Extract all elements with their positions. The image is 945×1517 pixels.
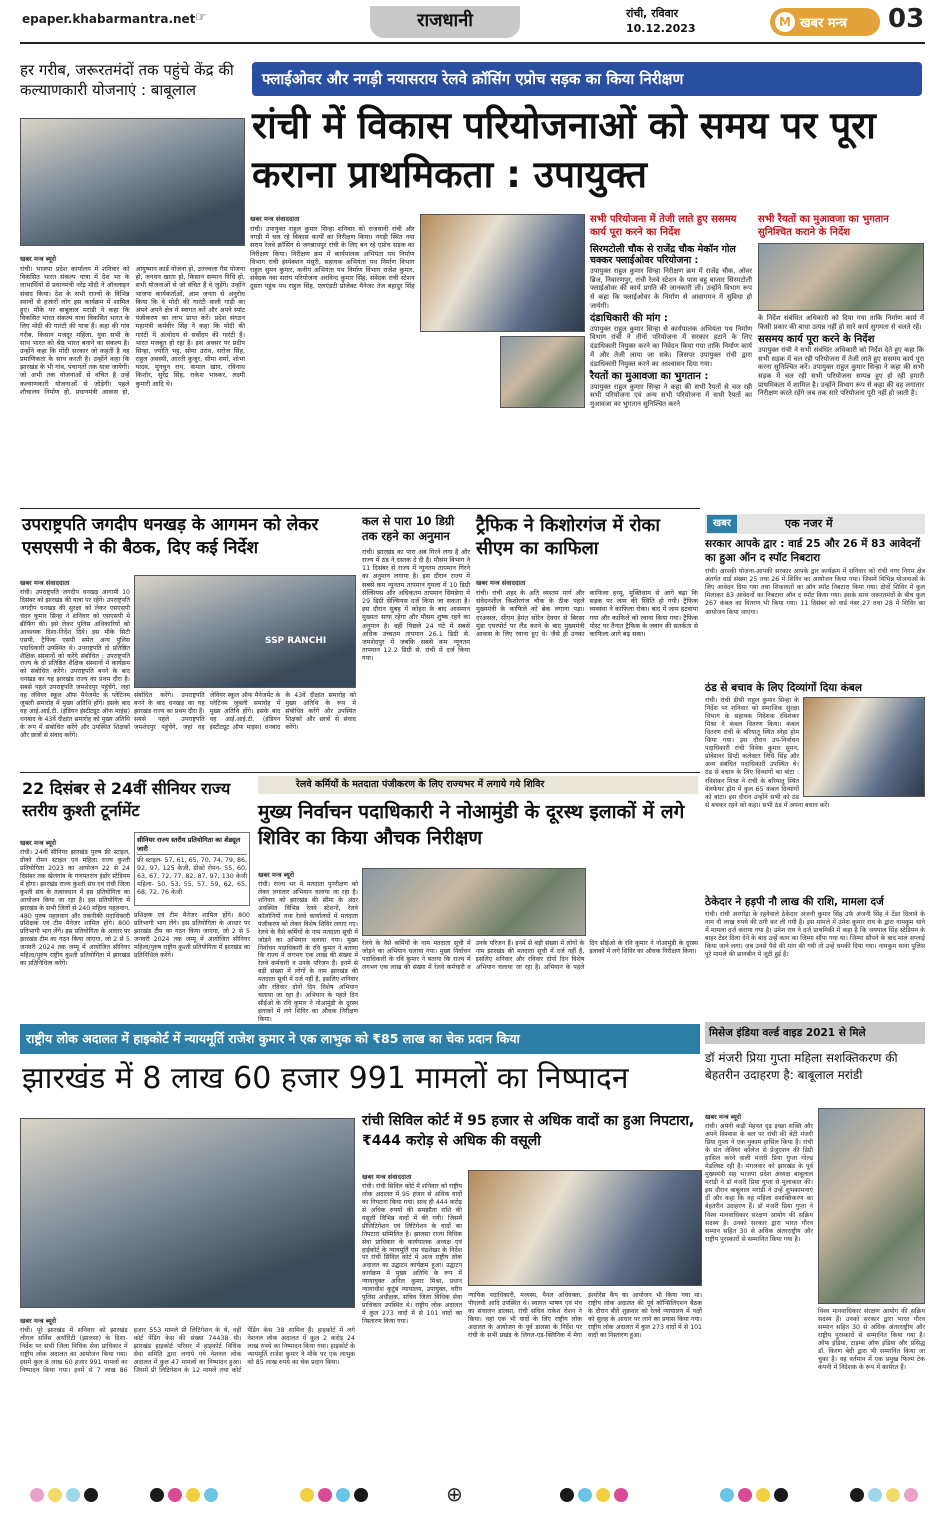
glance-item-1-headline: सरकार आपके द्वार : वार्ड 25 और 26 में 83 आवेदनों का हुआ ऑन द स्पॉट निबटारा (705, 538, 921, 564)
lok-adalat-kicker (20, 1024, 700, 1054)
lead-headline: रांची में विकास परियोजनाओं को समय पर पूरा कराना प्राथमिकता : उपायुक्त (252, 104, 876, 196)
issue-date: 10.12.2023 (626, 22, 696, 35)
story-headline: हर गरीब, जरूरतमंदों तक पहुंचे केंद्र की कल्याणकारी योजनाएं : बाबूलाल (20, 61, 234, 100)
vp-story (20, 578, 130, 768)
glance-item-3-headline: ठेकेदार ने हड़पी नौ लाख की राशि, मामला दर्ज (705, 896, 884, 908)
city-day: रांची, रविवार (626, 7, 679, 20)
civil-court-story (362, 1172, 462, 1468)
poll-story (258, 870, 358, 1023)
wrestling-headline: 22 दिसंबर से 24वीं सीनियर राज्य स्तरीय कुश्ती टूर्नामेंट (22, 779, 231, 820)
sidehead-1: सभी परियोजना में तेजी लाते हुए ससमय कार्य पूरा करने का निर्देश (590, 214, 737, 238)
marandi-kicker (705, 1022, 925, 1044)
schedule-box-title: सीनियर राज्य स्तरीय प्रतियोगिता का शेड्यूल जारी (137, 835, 247, 855)
registration-crosshair-icon: ⊕ (446, 1482, 463, 1506)
lead-photo-side (758, 243, 924, 311)
glance-item-2 (705, 682, 925, 892)
subhead-magistrate: दंडाधिकारी की मांग : (590, 313, 668, 325)
marandi-byline: खबर मन्त्र ब्यूरो (705, 1113, 742, 1121)
poll-kicker (258, 776, 698, 794)
cursor-icon: ☞ (195, 10, 207, 25)
glance-brand: खबर (707, 515, 737, 533)
lead-far-right-column (758, 214, 924, 504)
weather-body: रांची। झारखंड का पारा अब गिरने लगा है और राज्य में ठंड ने दस्तक दे दी है। मौसम विभाग ने 11 दिसंबर से राज्य में न्यूनतम तापमान गिरने का अनुमान लगाया है। इस दौरान राज्य में सबसे कम न्यूनतम तापमान गुमला में 10 डिग्री सेल्सियस और अधिकतम तापमान सिमडेगा में 29 डिग्री सेल्सियस दर्ज किया जा सकता है। इस दौरान सुबह में कोहरा के बाद आसमान मुख्यतः साफ रहेगा और मौसम शुष्क रहने का अनुमान है। वहीं पिछले 24 घंटे में सबसे अधिक उच्चतम तापमान 26.1 डिग्री से. जमशेदपुर में जबकि सबसे कम न्यूनतम तापमान 12.2 डिग्री से. रांची में दर्ज किया गया। (362, 547, 470, 663)
civil-court-headline: रांची सिविल कोर्ट में 95 हजार से अधिक वादों का हुआ निपटारा, ₹444 करोड़ से अधिक की वसूली (362, 1113, 695, 1149)
marandi-story (705, 1112, 813, 1468)
weather-headline: कल से पारा 10 डिग्री तक रहने का अनुमान (362, 514, 455, 543)
lok-adalat-headline: झारखंड में 8 लाख 60 हजार 991 मामलों का निष्पादन (22, 1061, 629, 1096)
vp-photo-caption: SSP RANCHI (265, 636, 327, 646)
marandi-headline: डॉ मंजरी प्रिया गुप्ता महिला सशक्तिकरण की बेहतरीन उदाहरण है: बाबूलाल मरांडी (705, 1051, 898, 1083)
brand-logo-icon: M (775, 12, 795, 32)
vp-body-continued: संबोधित करेंगे। उपराष्ट्रपति बनने के बाद धनखड़ का यह झारखंड राज्य का प्रथम दौरा है। सबसे पहले उपराष्ट्रपति जमशेदपुर पहुंचेंगे, जहां वह जेवियर स्कूल ऑफ मैनेजमेंट के प्लेटिनम जुबली समारोह में मुख्य अतिथि होंगे। इसके बाद वह आई.आई.टी. (इंडियन इंस्टीट्यूट ऑफ माइंस) धनबाद के 43वें दीक्षांत समारोह को मुख्य अतिथि के रूप में संबोधित करेंगे और उपस्थित शिक्षकों और छात्रों से संवाद करेंगे। (134, 692, 356, 731)
glance-item-3 (705, 896, 925, 1014)
weather-story (362, 514, 470, 768)
glance-item-2-photo (803, 697, 925, 797)
subhead-flyover: सिरमटोली चौक से राजेंद्र चौक मेकॉन गोल चक्कर फ्लाईओवर परियोजना : (590, 244, 736, 266)
brand-badge (770, 8, 880, 36)
wrestling-story (20, 838, 130, 1018)
subhead-magistrate-body: उपायुक्त राहुल कुमार सिन्हा से कार्यपालक अभियंता पथ निर्माण विभाग रांची ने तीनों परियोजना में सरकार हटाने के लिए दंडाधिकारी नियुक्त करने का निवेदन किया गया ताकि निर्माण कार्य में और तेजी लाया जा सके। जिसपर उपायुक्त रांची द्वारा दंडाधिकारी नियुक्त करने का आश्वासन दिया गया। (590, 324, 752, 368)
masthead (0, 0, 945, 44)
lok-adalat-byline: खबर मन्त्र ब्यूरो (20, 1317, 57, 1325)
lok-adalat-photo (20, 1118, 355, 1308)
poll-byline: खबर मन्त्र ब्यूरो (258, 871, 295, 879)
glance-tab (705, 514, 925, 534)
vp-photo-meeting (134, 575, 356, 688)
marandi-body-continued: विश्व मानवाधिकार संरक्षण आयोग की सक्रिय सदस्य हैं। उनको सरकार द्वारा भारत गौरव सम्मान सहित 30 से अधिक अंतरराष्ट्रीय और राष्ट्रीय पुरस्कारों से सम्मानित किया गया है। ऑफ इंडिया, टाइम्स ऑफ इंडिया और प्रसिद्ध डॉ. किरण बेदी द्वारा भी सम्मानित किया जा चुका है। वह वर्तमान में एक प्रमुख फिल्म टेक कंपनी में निदेशक के रूप में कार्यरत हैं। (818, 1308, 925, 1372)
page-number: 03 (888, 4, 925, 34)
section-title: राजधानी (417, 10, 473, 31)
marandi-kicker-text: मिसेज इंडिया वर्ल्ड वाइड 2021 से मिले (709, 1027, 866, 1039)
lead-byline: खबर मन्त्र संवाददाता (250, 215, 300, 223)
footer-registration-marks (0, 1478, 945, 1514)
wrestling-schedule-box (134, 832, 250, 906)
marandi-photo (818, 1108, 925, 1304)
section-tab (370, 6, 520, 38)
sidehead-2: सभी रैयतों का मुआवजा का भुगतान सुनिश्चित कराने के निर्देश (758, 214, 889, 238)
civil-court-body-continued: न्यायिक पदाधिकारी, मध्यस्थ, पैनल अधिवक्ता, पीएलवी आदि उपस्थित थे। स्वागत भाषण एवं मंच का संचालन डालसा, रांची सचिव राकेश रोशन ने किया। वहां एक भी वादों के लिए राष्ट्रीय लोक अदालत के आयोजन के पूर्व डालसा के निर्देश पर रांची के सभी प्रखंड के लिगल-एड-क्लिनिक में मेगा इंश्योरेंस कैंप का आयोजन भी किया गया था। राष्ट्रीय लोक अदालत की पूर्व कॉन्सिलिएशन बैठक के दौरान बीते शुक्रवार को रेलवे न्यायालय में पक्षों को सुलह के आधार पर लाने का प्रयास किया गया। राष्ट्रीय लोक अदालत में कुल 273 वादों में से 101 वादों का निस्तारण हुआ। (468, 1292, 702, 1339)
civil-court-byline: खबर मन्त्र संवाददाता (362, 1173, 412, 1181)
wrestling-body-continued: प्रशिक्षक एवं टीम मैनेजर शामिल होंगे। 800 प्रतिभागी भाग लेंगे। इस प्रतियोगिता के आधार पर झारखंड टीम का गठन किया जाएगा, जो 2 से 5 जनवरी 2024 तक जम्मू में आयोजित सीनियर महिला/पुरुष राष्ट्रीय कुश्ती प्रतियोगिता में झारखंड का प्रतिनिधित्व करेंगे। (134, 912, 250, 959)
traffic-body: रांची। रांची शहर के अति व्यस्तम मार्ग और संवेदनशील किशोरगंज चौक के ठीक पहले मुख्यमंत्री के काफिले को ब्रेक लगाना पड़ा। दरअसल, सीएम हेमंत सोरेन देवघर से बिरसा मुंडा एयरपोर्ट पर लैंड करने के बाद मुख्यमंत्री आवास के लिए रवाना हुए थे। जैसे ही उनका काफिला हरमू, मुक्तिधाम से आगे बढ़ा कि सड़क पर जाम की स्थिति हो गयी। ट्रैफिक व्यवस्था ने काफिला रोका। बाद में जाम हटवाया गया और काफिले को रवाना किया गया। ट्रैफिक पोस्ट पर तैनात ट्रैफिक के जवान की सतर्कता से काफिला आगे बढ़ सका। (476, 589, 698, 638)
civil-court-photo (468, 1170, 702, 1286)
lok-adalat-body: रांची। पूरे झारखंड में शनिवार को झारखंड लीगल सर्विस अथॉरिटी (झालसा) के दिशा-निर्देश पर सभी जिला विधिक सेवा प्राधिकार में राष्ट्रीय लोक अदालत का आयोजन किया गया। इसमें कुल 8 लाख 60 हजार 991 मामलों का निष्पादन किया गया। इनमें से 7 लाख 86 हजार 553 मामले प्री लिटिगेशन के थे, वहीं कोर्ट पेंडिंग केस की संख्या 74438 थी। झारखंड हाइकोर्ट परिसर में हाइकोर्ट विधिक सेवा समिति द्वारा लगाये गये नेशनल लोक अदालत में कुल 47 मामलों का निष्पादन हुआ। जिसमें प्री लिटिगेशन के 12 मामले तथा कोर्ट पेंडिंग केस 38 शामिल हैं। हाइकोर्ट में लगे नेशनल लोक अदालत में कुल 2 करोड़ 24 लाख रुपये का निष्पादन किया गया। हाइकोर्ट के न्यायमूर्ति राजेश कुमार ने मौके पर एक लाभुक को 85 लाख रुपये का चेक प्रदान किया। (20, 1327, 355, 1375)
lok-adalat-story (20, 1316, 355, 1466)
lead-side-body: के निर्देश संबंधित अधिकारी को दिया गया ताकि निर्माण कार्य में किसी प्रकार की बाधा उत्पन्न नहीं हो सारे कार्य सुगमता से चलते रहें। (758, 314, 924, 331)
subhead-timely: ससमय कार्य पूरा करने के निर्देश (758, 334, 875, 346)
glance-title: एक नजर में (785, 517, 833, 530)
marandi-body: रांची। अपनी कड़ी मेहनत दृढ़ इच्छा शक्ति और अपने विश्वास के बल पर रांची की बेटी मंजरी प्रिया गुप्ता ने एक मुकाम हासिल किया है। रांची के संत जेवियर कॉलेज से प्रेजुएशन की डिग्री हासिल करने वाली मंजरी प्रिया गुप्ता गोल्ड मेडलिस्ट रही है। मंगलवार को झारखंड के पूर्व मुख्यमंत्री सह भाजपा प्रदेश अध्यक्ष बाबूलाल मरांडी ने डॉ मंजरी प्रिया गुप्ता से मुलाकात की। इस दौरान बाबूलाल मरांडी ने उन्हें शुभकामनाएं दीं और कहा कि वह महिला सशक्तिकरण का बेहतरीन उदाहरण हैं। डॉ मंजरी प्रिया गुप्ता ने विश्व मानवाधिकार संरक्षण आयोग की सक्रिय सदस्य हैं। उनको सरकार द्वारा भारत गौरव सम्मान सहित 30 से अधिक अंतरराष्ट्रीय और राष्ट्रीय पुरस्कारों से सम्मानित किया गया है। (705, 1123, 813, 1243)
vp-headline: उपराष्ट्रपति जगदीप धनखड़ के आगमन को लेकर एसएसपी ने की बैठक, दिए कई निर्देश (22, 515, 319, 558)
site-url[interactable]: epaper.khabarmantra.net (22, 12, 196, 26)
story-byline: खबर मन्त्र ब्यूरो (20, 255, 57, 263)
lok-adalat-kicker-text: राष्ट्रीय लोक अदालत में हाइकोर्ट में न्यायमूर्ति राजेश कुमार ने एक लाभुक को ₹85 लाख का चेक प्रदान किया (26, 1031, 520, 1046)
vp-byline: खबर मन्त्र संवाददाता (20, 579, 70, 587)
poll-photo (362, 868, 586, 936)
vp-body: रांची। उपराष्ट्रपति जगदीप धनखड़ आगामी 10 दिसंबर को झारखंड की यात्रा पर रहेंगे। उपराष्ट्रपति जगदीप धनखड़ की सुरक्षा को लेकर एसएसपी चंदन कुमार सिन्हा ने शनिवार को एसएसपी में ब्रीफिंग की। इसे लेकर पुलिस अधिकारियों को आवश्यक दिशा-निर्देश दिये। इस मौके सिटी एसपी, ट्रैफिक एसपी समेत अन्य पुलिस पदाधिकारी उपस्थित थे। उपराष्ट्रपति दो प्रतिष्ठित शैक्षिक संस्थानों को करेंगे संबोधित : उपराष्ट्रपति राज्य के दो प्रतिष्ठित शैक्षिक संस्थानों में कार्यक्रम को संबोधित करेंगे। उपराष्ट्रपति बनने के बाद धनखड़ का यह झारखंड राज्य का प्रथम दौरा है। सबसे पहले उपराष्ट्रपति जमशेदपुर पहुंचेंगे, जहां वह जेवियर स्कूल ऑफ मैनेजमेंट के प्लेटिनम जुबली समारोह में मुख्य अतिथि होंगे। इसके बाद वह आई.आई.टी. (इंडियन इंस्टीट्यूट ऑफ माइंस) धनबाद के 43वें दीक्षांत समारोह को मुख्य अतिथि के रूप में संबोधित करेंगे और उपस्थित शिक्षकों और छात्रों से संवाद करेंगे। (20, 589, 130, 739)
glance-item-3-body: रांची। रांची अरगोड़ा के रहनेवाले ठेकेदार अंजनी कुमार सिंह उर्फ अंजनी सिंह ने टेंडर दिलाने के नाम नौ लाख रुपये की ठगी कर ली गयी है। इस मामले में उमेश कुमार राय के द्वारा नामकुम थाने में मामला दर्ज कराया गया है। उमेश राय ने दर्ज प्राथमिकी में कहा है कि जयपाल सिंह स्टेडियम के बाहर टेंडर दिला देने के बाद उन्हें काम का जिम्मा सौंपा गया था। जिम्मा सौंपने के बाद माल सप्लाई किया जाने लगा। जब उनसे पैसे की मांग की गयी तो उन्हें धमकी दिया गया। नामकुम थाना पुलिस पूरे मामले की छानबीन में जुटी हुई है। (705, 911, 925, 959)
glance-item-1 (705, 538, 925, 678)
subhead-compensation-body: उपायुक्त राहुल कुमार सिन्हा ने कहा की सभी रैयतों से चल रही सभी परियोजना एवं अन्य सभी परियोजना में सभी रैयतों का मुआवजा का भुगतान सुनिश्चित करने (590, 382, 752, 409)
story-body: रांची। भाजपा प्रदेश कार्यालय में शनिवार को विकसित भारत संकल्प यात्रा में देश भर के लाभार्थियों से प्रधानमंत्री नरेंद्र मोदी ने ऑनलाइन संवाद किया। देश के सभी राज्यों के विभिन्न स्थानों से हजारों लोग इस कार्यक्रम में शामिल हुए। मौके पर बाबूलाल मरांडी ने कहा कि विकसित भारत संकल्प यात्रा विकसित भारत के लिए मोदी की गारंटी की यात्रा है। कहा की गांव गरीब, किसान मजदूर महिला, युवा सभी के साथ भारत को श्रेष्ठ भारत बनाने का संकल्प है। उन्होंने कहा कि मोदी सरकार जो कहती है वह प्रमाणिकता के साथ करती है। उन्होंने कहा कि झारखंड के भी गांव, पंचायतों तक यात्रा जायेगी। जो अभी तक योजनाओं से वंचित है उन्हें कल्याणकारी योजनाओं से जोड़ेगी। पहले शौचालय निर्माण हो, प्रधानमंत्री आवास हो, आयुष्मान कार्ड योजना हो, उज्ज्वला गैस योजना हो, जनधन खाता हो, किसान सम्मान निधि हो, सभी योजनाओं से जो वंचित हैं वे जुड़ेंगे। उन्होंने भाजपा कार्यकर्ताओं, आम जनता से अनुरोध किया कि वे मोदी की गारंटी वाली गाड़ी का अपने अपने क्षेत्र में स्वागत करें और अपने स्पॉट पंजीकरण का लाभ प्राप्त करें। प्रदेश संगठन महामंत्री कर्मवीर सिंह ने कहा कि मोदी की गारंटी में अंत्योदय से सर्वोदय की गारंटी है। भारत मजबूत हो रहा है। इस अवसर पर प्रदीप सिन्हा, ज्योति भट्ट, सोमा उरांव, सरोज सिंह, राहुल अवस्थी, आरती कुजूर, सीमा शर्मा, शोभा यादव, मुनचुन राय, कमाल खान, रविनाथ किशोर, सुरेंद्र सिंह, राकेश भास्कर, लक्ष्मी कुमारी आदि थे। (20, 265, 245, 396)
traffic-story (476, 578, 698, 768)
poll-body-continued: रेलवे के वैसे कर्मियों के नाम मतदाता सूची में जोड़ने का अभियान चलाया गया। मुख्य निर्वाचन पदाधिकारी के रवि कुमार ने बताया कि राज्य में लगभग एक लाख की संख्या में रेलवे कर्मचारी व उनके परिजन हैं। इनमें से बड़ी संख्या में लोगों के नाम झारखंड की मतदाता सूची में दर्ज नहीं है, इसलिए शनिवार और रविवार दोनों दिन विशेष अभियान चलाया जा रहा है। अभियान के पहले दिन सीईओ के रवि कुमार ने नोआमुंडी के दूरस्थ इलाकों में लगे शिविर का औचक निरीक्षण किया। (362, 940, 698, 971)
glance-item-1-body: रांची। आपकी योजना-आपकी सरकार आपके द्वार कार्यक्रम में शनिवार को रांची नगर निगम क्षेत्र अंतर्गत वार्ड संख्या 25 तथा 26 में शिविर का आयोजन किया गया। जिसमें विभिन्न योजनाओं के लिए आवेदन दिया गया तथा शिकायतों का ऑन स्पॉट निबटारा किया गया। दोनों शिविर में कुल मिलाकर 83 आवेदनों का निबटारा ऑन द स्पॉट किया गया। इसके साथ जरूरतमंदों के बीच कुल 267 कंबल का वितरण भी किया गया। 11 दिसंबर को वार्ड नंबर 27 तथा 28 में शिविर का आयोजन किया जाएगा। (705, 568, 925, 616)
traffic-byline: खबर मन्त्र संवाददाता (476, 579, 526, 587)
lead-kicker-text: फ्लाईओवर और नगड़ी नयासराय रेलवे क्रॉसिंग एप्रोच सड़क का किया निरीक्षण (262, 70, 684, 88)
poll-headline: मुख्य निर्वाचन पदाधिकारी ने नोआमुंडी के दूरस्थ इलाकों में लगे शिविर का किया औचक निरीक्षण (258, 801, 685, 849)
top-left-story (20, 60, 245, 510)
traffic-headline: ट्रैफिक ने किशोरगंज में रोका सीएम का काफिला (476, 515, 661, 560)
subhead-compensation: रैयतों का मुआवजा का भुगतान : (590, 371, 709, 383)
subhead-flyover-body: उपायुक्त राहुल कुमार सिन्हा निरीक्षण क्रम में राजेंद्र चौक, ओवर ब्रिज, निवारणपुर, रांची रेलवे स्टेशन के पास बहु बाजार सिरमटोली फ्लाईओवर की कार्य प्रगति की जानकारी ली। उन्होंने विभाग रूप से कहा कि फ्लाईओवर के निर्माण से आवागमन में सुविधा हो जायेगी। (590, 266, 752, 310)
lead-body: रांची। उपायुक्त राहुल कुमार सिन्हा शनिवार को राजधानी रांची और नगड़ी में चल रहे विकास कार्यों का निरीक्षण किया। नगड़ी स्थित नया सराय रेलवे क्रॉसिंग से जगन्नाथपुर रांची के लिए बन रहे एप्रोच सड़क का निरीक्षण किया। निरीक्षण क्रम में कार्यपालक अभियंता पथ निर्माण विभाग रांची इंस्पेक्शन मंसूरी, सहायक अभियंता पथ निर्माण विभाग राहुल सुमन कुमार, कनीय अभियंता पथ निर्माण विभाग राजेश कुमार, संवेदक नवा सराय परियोजना अरविन्द कुमार सिंह, संवेदक रांची स्टेशन दूसरा पहुंच पथ राहुल सिंह, एलएंडटी प्रोजेक्ट मैनेजर तेज बहादुर सिंह (250, 225, 415, 291)
civil-court-body: रांची। रांची सिविल कोर्ट में शनिवार को राष्ट्रीय लोक अदालत में 95 हजार से अधिक वादों का निपटारा किया गया। साथ ही 444 करोड़ से अधिक रुपयों की समझौता राशि की वसूली विभिन्न वादों में की गयी। जिसमें प्रीलिटिगेशन एवं लिटिगेशन के वादों का निपटारा सम्मिलित है। झालसा राज्य विधिक सेवा प्राधिकार के कार्यपालक अध्यक्ष एवं हाईकोर्ट के न्यायमूर्ति एस चंद्रशेखर के निर्देश पर रांची सिविल कोर्ट में आज राष्ट्रीय लोक अदालत का उद्घाटन कार्यक्रम हुआ। उद्घाटन कार्यक्रम में मुख्य अतिथि के रूप में न्यायायुक्त अनिल कुमार मिश्रा, प्रधान न्यायाधीश कुटुंब न्यायालय, उपायुक्त, वरीय पुलिस अधीक्षक, सचिव जिला विधिक सेवा प्राधिकार उपस्थित थे। राष्ट्रीय लोक अदालत में कुल 273 वादों में से 101 वादों का निस्तारण किया गया। (362, 1183, 462, 1325)
lead-right-column (590, 214, 752, 504)
poll-body: रांची। राज्य भर में मतदाता पुनरीक्षण को लेकर लगातार अभियान चलाया जा रहा है। शनिवार को झारखंड की सीमा के अंदर अवस्थित विभिन्न रेलवे स्टेशनों, रेलवे कॉलोनियों तथा रेलवे कार्यालयों में मतदाता पंजीकरण को लेकर विशेष शिविर लगाए गए। रेलवे के वैसे कर्मियों के नाम मतदाता सूची में जोड़ने का अभियान चलाया गया। मुख्य निर्वाचन पदाधिकारी के रवि कुमार ने बताया कि राज्य में लगभग एक लाख की संख्या में रेलवे कर्मचारी व उनके परिजन हैं। इनमें से बड़ी संख्या में लोगों के नाम झारखंड की मतदाता सूची में दर्ज नहीं है, इसलिए शनिवार और रविवार दोनों दिन विशेष अभियान चलाया जा रहा है। अभियान के पहले दिन सीईओ के रवि कुमार ने नोआमुंडी के दूरस्थ इलाकों में लगे शिविर का औचक निरीक्षण किया। (258, 881, 358, 1023)
brand-name: खबर मन्त्र (800, 16, 848, 31)
subhead-timely-body: उपायुक्त रांची ने सभी संबंधित अधिकारी को निर्देश देते हुए कहा कि सभी सड़क में चल रही परियोजना में तेजी लाते हुए ससमय कार्य पूरा करना सुनिश्चित करें। उपायुक्त राहुल कुमार सिन्हा ने कहा की सभी सड़क में चल रही सभी परियोजना सम्पन्न हुए हो रही हमारी प्राथमिकता में शामिल है। उन्होंने विभाग रूप से कहा की वह लगातार निरीक्षण करते रहेंगे जब तक सारे परियोजना पूरी नहीं हो जाती है। (758, 345, 924, 398)
wrestling-body: रांची। 24वीं सीनियर झारखंड पुरुष फ्री स्टाइल, ग्रीको रोमन स्टाइल एवं महिला राज्य कुश्ती प्रतियोगिता 2023 का आयोजन 22 से 24 दिसंबर तक खेलगांव के गणपतराय इंडोर स्टेडियम में होगा। झारखंड राज्य कुश्ती संघ एवं रांची जिला कुश्ती संघ के तत्वावधान में इस प्रतियोगिता का आयोजन किया जा रहा है। इस प्रतियोगिता में झारखंड के सभी जिलों से 240 महिला पहलवान, 480 पुरुष पहलवान और तकनीकी पदाधिकारी प्रशिक्षक एवं टीम मैनेजर शामिल होंगे। 800 प्रतिभागी भाग लेंगे। इस प्रतियोगिता के आधार पर झारखंड टीम का गठन किया जाएगा, जो 2 से 5 जनवरी 2024 तक जम्मू में आयोजित सीनियर महिला/पुरुष राष्ट्रीय कुश्ती प्रतियोगिता में झारखंड का प्रतिनिधित्व करेंगे। (20, 849, 130, 968)
lead-photo-officials (420, 214, 585, 332)
schedule-box-text: फ्री स्टाइल- 57, 61, 65, 70, 74, 79, 86, 92, 97, 125 केजी, ग्रीको रोमन- 55, 60, 63, 67, 72, 77, 82, 87, 97, 130 केजी महिला- 50, 53, 55, 57, 59, 62, 65, 68, 72, 76 केजी (137, 857, 247, 897)
glance-item-2-headline: ठंड से बचाव के लिए दिव्यांगों दिया कंबल (705, 682, 862, 694)
story-photo (20, 118, 245, 246)
poll-kicker-text: रेलवे कर्मियों के मतदाता पंजीकरण के लिए राज्यभर में लगाये गये शिविर (296, 779, 545, 790)
wrestling-byline: खबर मन्त्र ब्यूरो (20, 839, 57, 847)
lead-kicker (252, 62, 922, 96)
glance-item-2-body: रांची। रांची डीसी राहुल कुमार सिन्हा के निर्देश पर शनिवार को समाजिक सुरक्षा विभाग के सहायक निदेशक रविशंकर मिश्रा ने कंबल वितरण किया। कंबल वितरण रांची के बरियातू स्थित स्नेहा होम किया गया। इस दौरान उप-निर्वाचन पदाधिकारी रांची विवेक कुमार सुमन, प्रोबेशनर डिप्टी कलेक्टर निधि सिंह और अन्य संबंधित पदाधिकारी उपस्थित थे। ठंड से बचाव के लिए दिव्यांगों का बांटा : रविशंकर मिश्रा ने रांची के बरियातू स्थित वेलफेयर होम में कुल 65 कंबल दिव्यांगों को बांटा। इस दौरान उन्होंने सभी को ठंड से बचकर रहने को कहा। सभी ठंड में अपना बचाव करें। (705, 697, 830, 809)
lead-photo-inspection (500, 336, 585, 408)
